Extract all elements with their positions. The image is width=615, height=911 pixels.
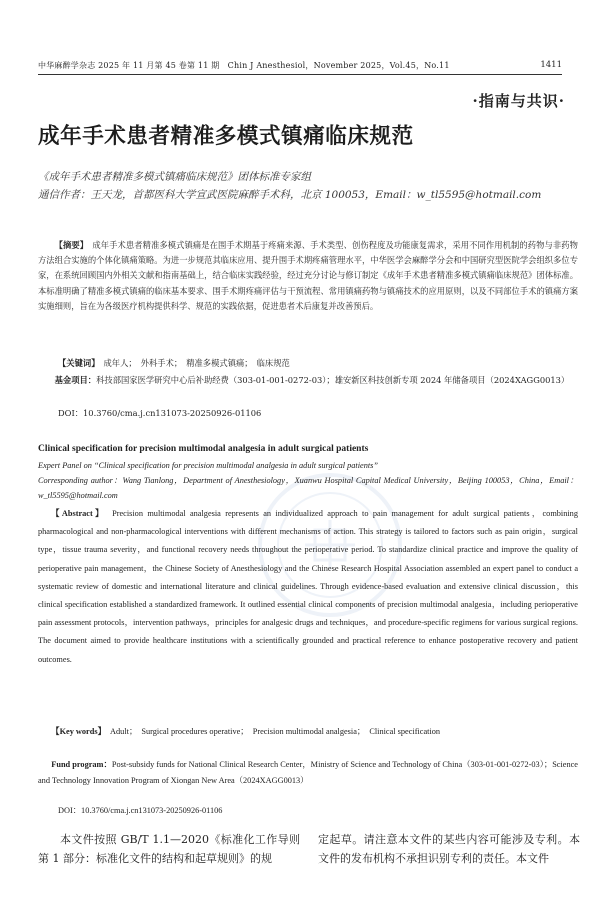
en-abstract-text: Precision multimodal analgesia represents an individualized approach to pain management for adult surgical patients，combining pharmacological and non-pharmacological interventions with different mechanisms of action. This strategy is tailored to factors such as pain origin，surgical type，tissue trauma severity，and functional recovery needs throughout the perioperative period. To standardize clinical practice and improve the quality of perioperative pain management，the Chinese Society of Anesthesiology and the Chinese Research Hospital Association assembled an expert panel to conduct a systematic review of domestic and international literature and clinical guidelines. Through evidence-based evaluation and extensive clinical discussion，this clinical specification established a standardized framework. It outlined essential clinical components of precision multimodal analgesia，including perioperative pain assessment protocols，intervention pathways，principles for analgesic drugs and techniques，and procedure-specific regimens for various surgical regions. The document aimed to provide healthcare institutions with a scientifically grounded and practical reference to enhance postoperative recovery and patient outcomes. [38,509,578,664]
cn-keywords [58,356,578,371]
en-fund-label: Fund program： [51,760,112,769]
en-fund-text: Post-subsidy funds for National Clinical Research Center，Ministry of Science and Technology of China（303-01-001-0272-03）；Science and Technology Innovation Program of Xiongan New Area（2024XAGG0013） [38,760,578,785]
cn-keyword: 成年人； [103,358,137,368]
en-author-group: Expert Panel on “Clinical specification for precision multimodal analgesia in adult surgical patients” [38,461,378,470]
cn-fund-text: 科技部国家医学研究中心后补助经费（303-01-001-0272-03）；雄安新区科技创新专项 2024 年储备项目（2024XAGG0013） [96,375,570,385]
en-abstract-label: 【Abstract】 [51,509,102,518]
en-doi: DOI：10.3760/cma.j.cn131073-20250926-01106 [58,806,223,815]
en-keywords-text: Adult； Surgical procedures operative； Precision multimodal analgesia； Clinical specification [110,727,441,736]
body-text-right-column: 定起草。请注意本文件的某些内容可能涉及专利。本文件的发布机构不承担识别专利的责任。本文件 [318,833,580,865]
cn-keyword: 外科手术； [140,358,183,368]
en-keywords [38,724,578,740]
cn-abstract-label: 【摘要】 [54,240,84,250]
running-header: 中华麻醉学杂志 2025 年 11 月第 45 卷第 11 期 Chin J Anesthesiol，November 2025，Vol.45，No.11 [38,61,450,70]
body-text-left-column: 本文件按照 GB/T 1.1—2020《标准化工作导则 第 1 部分：标准化文件的结构和起草规则》的规 [38,833,300,865]
cn-fund [38,373,578,388]
header-rule [38,74,562,75]
cn-abstract-text: 成年手术患者精准多模式镇痛是在围手术期基于疼痛来源、手术类型、创伤程度及功能康复需求，采用不同作用机制的药物与非药物方法组合实施的个体化镇痛策略。为进一步规范其临床应用、提升围手术期疼痛管理水平，中华医学会麻醉学分会和中国研究型医院学会组织多位专家，在系统回顾国内外相关文献和指南基础上，结合临床实践经验，经过充分讨论与修订制定《成年手术患者精准多模式镇痛临床规范》团体标准。本标准明确了精准多模式镇痛的临床基本要求、围手术期疼痛评估与干预流程、常用镇痛药物与镇痛技术的应用原则，以及不同部位手术的镇痛方案实施细则，旨在为各级医疗机构提供科学、规范的实践依据，促进患者术后康复并改善预后。 [38,240,578,311]
cn-abstract [38,238,578,314]
en-fund [38,757,578,788]
section-label: ·指南与共识· [472,92,565,110]
en-keywords-label: 【Key words】 [51,727,102,736]
en-correspondence: Corresponding author：Wang Tianlong，Department of Anesthesiology，Xuanwu Hospital Capital Medical University，Beijing 100053，China，Email：w_tl5595@hotmail.com [38,476,578,501]
cn-keyword: 精准多模式镇痛； [186,358,253,368]
page-number: 1411 [540,60,562,70]
cn-keywords-label: 【关键词】 [58,358,100,368]
cn-authors-block [38,168,578,204]
en-authors-block [38,458,578,504]
en-abstract [38,505,578,669]
cn-doi: DOI：10.3760/cma.j.cn131073-20250926-01106 [58,408,262,418]
cn-author-group: 《成年手术患者精准多模式镇痛临床规范》团体标准专家组 [38,171,311,183]
article-title: 成年手术患者精准多模式镇痛临床规范 [38,124,414,149]
en-title: Clinical specification for precision multimodal analgesia in adult surgical patients [38,444,369,454]
cn-correspondence: 通信作者：王天龙，首都医科大学宣武医院麻醉手术科，北京 100053，Email：w_tl5595@hotmail.com [38,189,542,201]
cn-keyword: 临床规范 [256,358,290,368]
cn-fund-label: 基金项目： [54,375,97,385]
